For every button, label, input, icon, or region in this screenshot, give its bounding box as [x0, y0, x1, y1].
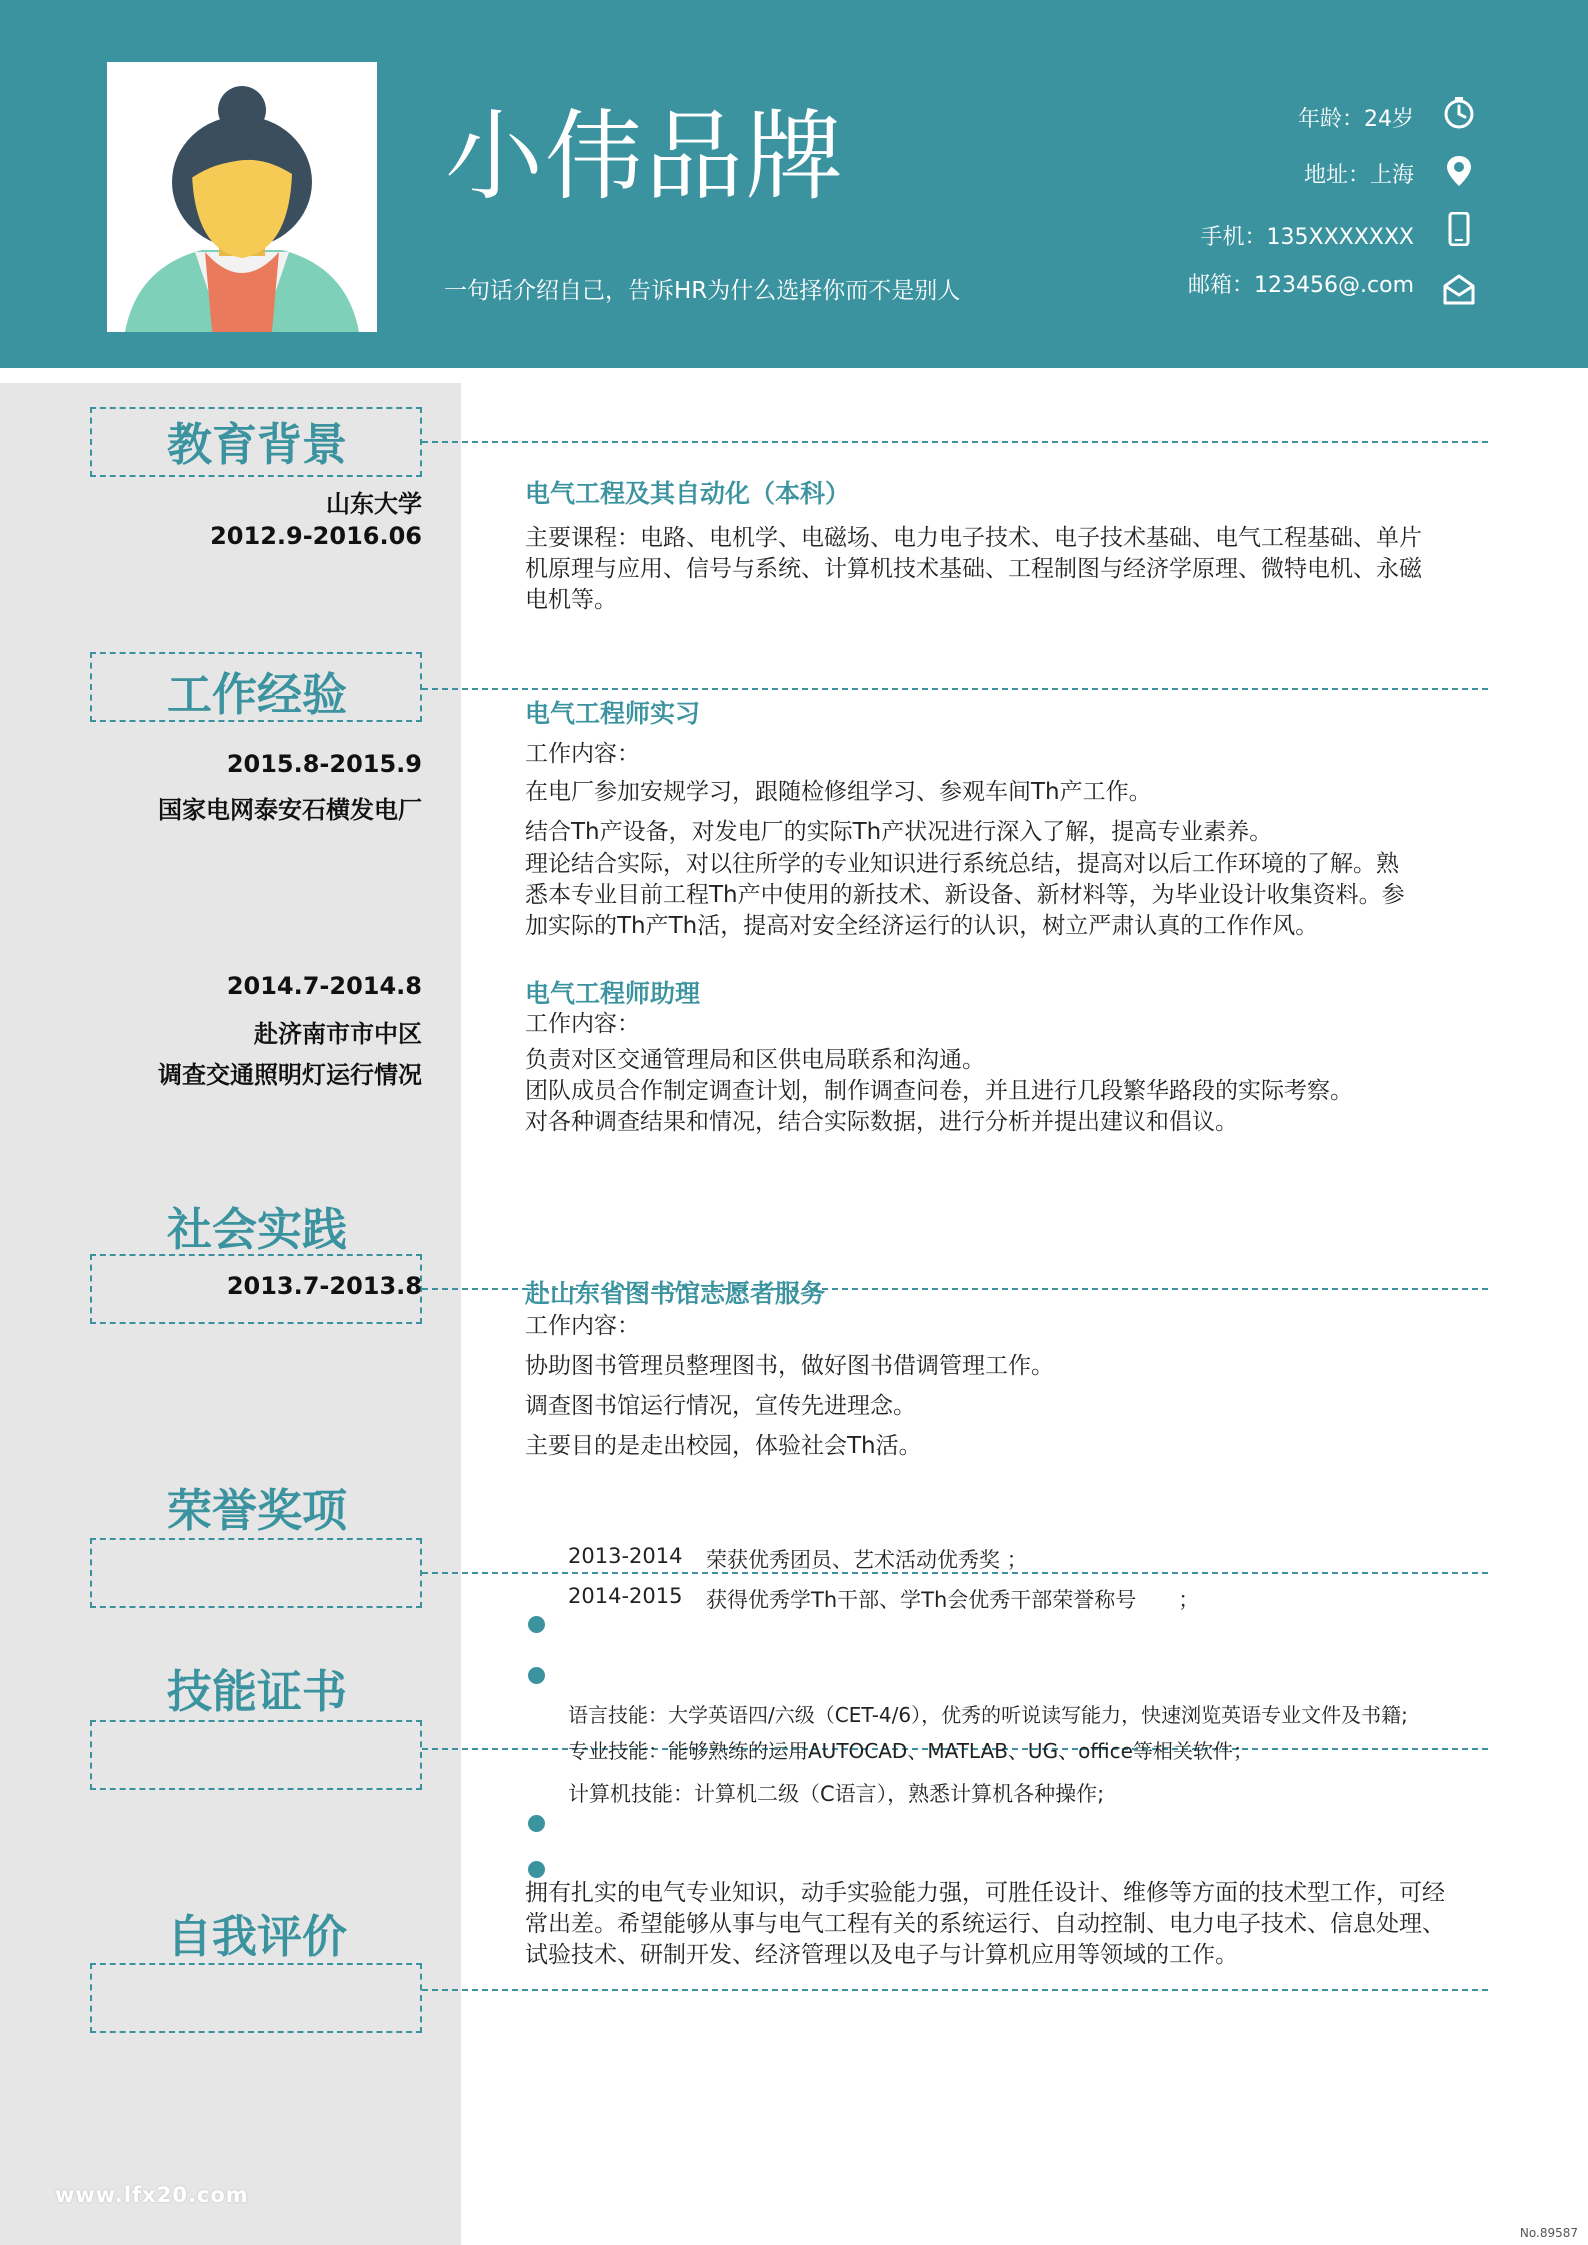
- education-courses-3: 电机等。: [525, 587, 617, 613]
- job1-line-1: 在电厂参加安规学习，跟随检修组学习、参观车间Th产工作。: [525, 779, 1152, 805]
- phone-icon: [1442, 212, 1476, 246]
- honor2-text: 获得优秀学Th干部、学Th会优秀干部荣誉称号 ；: [706, 1588, 1200, 1612]
- social-line-2: 调查图书馆运行情况，宣传先进理念。: [525, 1393, 916, 1419]
- skill-language: 语言技能：大学英语四/六级（CET-4/6），优秀的听说读写能力，快速浏览英语专业文件及书籍;: [568, 1703, 1408, 1727]
- mail-icon: [1442, 272, 1476, 306]
- work-title: 工作经验: [166, 668, 347, 721]
- bullet-dot: [528, 1667, 545, 1684]
- social-role: 赴山东省图书馆志愿者服务: [525, 1279, 826, 1308]
- job1-content-label: 工作内容：: [525, 741, 640, 767]
- job1-org: 国家电网泰安石横发电厂: [158, 796, 422, 824]
- candidate-name: 小伟品牌: [445, 100, 846, 214]
- job1-role: 电气工程师实习: [525, 699, 701, 728]
- job1-line-2: 结合Th产设备，对发电厂的实际Th产状况进行深入了解，提高专业素养。: [525, 819, 1273, 845]
- age-info: 年龄：24岁: [1298, 107, 1414, 132]
- job1-line-3: 理论结合实际，对以往所学的专业知识进行系统总结，提高对以后工作环境的了解。熟: [525, 851, 1399, 877]
- self-eval-line-3: 试验技术、研制开发、经济管理以及电子与计算机应用等领域的工作。: [525, 1942, 1238, 1968]
- education-major: 电气工程及其自动化（本科）: [525, 479, 851, 508]
- job2-org-2: 调查交通照明灯运行情况: [158, 1061, 422, 1089]
- education-school: 山东大学: [326, 490, 422, 518]
- clock-icon: [1442, 96, 1476, 130]
- skills-title: 技能证书: [166, 1665, 347, 1718]
- job2-line-1: 负责对区交通管理局和区供电局联系和沟通。: [525, 1047, 985, 1073]
- job1-period: 2015.8-2015.9: [226, 750, 422, 778]
- honor2-year: 2014-2015: [568, 1584, 683, 1608]
- skill-professional: 专业技能：能够熟练的运用AUTOCAD、MATLAB、UG、office等相关软件；: [568, 1739, 1253, 1763]
- location-pin-icon: [1442, 154, 1476, 188]
- work-divider: [422, 688, 1488, 690]
- job1-line-5: 加实际的Th产Th活，提高对安全经济运行的认识，树立严肃认真的工作作风。: [525, 913, 1319, 939]
- education-title: 教育背景: [166, 418, 347, 471]
- self-eval-line-2: 常出差。希望能够从事与电气工程有关的系统运行、自动控制、电力电子技术、信息处理、: [525, 1911, 1445, 1937]
- honors-title-box: [90, 1538, 422, 1608]
- honors-title: 荣誉奖项: [166, 1484, 347, 1537]
- phone-info: 手机：135XXXXXXX: [1200, 225, 1414, 250]
- social-title: 社会实践: [166, 1203, 347, 1256]
- skill-computer: 计算机技能：计算机二级（C语言），熟悉计算机各种操作;: [568, 1782, 1105, 1806]
- honor1-text: 荣获优秀团员、艺术活动优秀奖 ；: [706, 1548, 1028, 1572]
- job2-content-label: 工作内容：: [525, 1011, 640, 1037]
- bullet-dot: [528, 1861, 545, 1878]
- self-eval-line-1: 拥有扎实的电气专业知识，动手实验能力强，可胜任设计、维修等方面的技术型工作，可经: [525, 1880, 1445, 1906]
- job1-line-4: 悉本专业目前工程Th产中使用的新技术、新设备、新材料等，为毕业设计收集资料。参: [525, 882, 1405, 908]
- social-line-1: 协助图书管理员整理图书，做好图书借调管理工作。: [525, 1353, 1054, 1379]
- bullet-dot: [528, 1616, 545, 1633]
- job2-line-3: 对各种调查结果和情况，结合实际数据，进行分析并提出建议和倡议。: [525, 1109, 1238, 1135]
- address-info: 地址：上海: [1303, 163, 1414, 188]
- tagline: 一句话介绍自己，告诉HR为什么选择你而不是别人: [444, 278, 961, 304]
- skills-title-box: [90, 1720, 422, 1790]
- education-courses-2: 机原理与应用、信号与系统、计算机技术基础、工程制图与经济学原理、微特电机、永磁: [525, 556, 1422, 582]
- email-info: 邮箱：123456@.com: [1188, 273, 1414, 298]
- job2-role: 电气工程师助理: [525, 979, 701, 1008]
- bullet-dot: [528, 1815, 545, 1832]
- template-number: No.89587: [1519, 2226, 1578, 2240]
- job2-line-2: 团队成员合作制定调查计划，制作调查问卷，并且进行几段繁华路段的实际考察。: [525, 1078, 1353, 1104]
- social-line-3: 主要目的是走出校园，体验社会Th活。: [525, 1433, 922, 1459]
- job2-org-1: 赴济南市市中区: [254, 1020, 422, 1048]
- job2-period: 2014.7-2014.8: [226, 972, 422, 1000]
- education-period: 2012.9-2016.06: [210, 522, 422, 550]
- avatar: [107, 62, 377, 332]
- social-content-label: 工作内容：: [525, 1313, 640, 1339]
- education-courses-1: 主要课程：电路、电机学、电磁场、电力电子技术、电子技术基础、电气工程基础、单片: [525, 525, 1422, 551]
- site-watermark: www.lfx20.com: [55, 2183, 249, 2207]
- self-eval-title-box: [90, 1963, 422, 2033]
- honor1-year: 2013-2014: [568, 1544, 683, 1568]
- female-avatar-icon: [107, 62, 377, 332]
- social-period: 2013.7-2013.8: [226, 1272, 422, 1300]
- resume-header: [0, 0, 1588, 368]
- self-eval-divider: [422, 1989, 1488, 1991]
- self-eval-title: 自我评价: [166, 1910, 347, 1963]
- education-divider: [422, 441, 1488, 443]
